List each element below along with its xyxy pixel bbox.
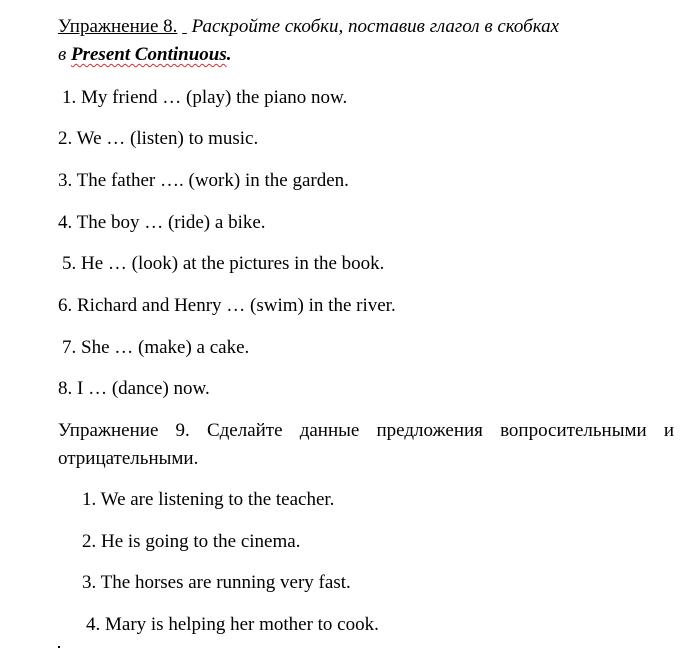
exercise-8-instruction-prefix: в [58,44,67,65]
exercise-8-item-4: 4. The boy … (ride) a bike. [58,212,266,233]
exercise-8-item-1: 1. My friend … (play) the piano now. [62,87,348,108]
tense-suffix: . [226,44,232,65]
exercise-8-item-5: 5. He … (look) at the pictures in the book. [62,253,385,274]
exercise-8-label: Упражнение 8. [58,16,178,37]
exercise-8-item-2: 2. We … (listen) to music. [58,128,259,149]
exercise-9-item-3: 3. The horses are running very fast. [82,572,351,593]
exercise-9-item-1: 1. We are listening to the teacher. [82,489,335,510]
exercise-9-instruction: Упражнение 9. Сделайте данные предложения вопросительными и [58,420,674,441]
stray-dot [58,646,60,648]
exercise-8-item-3: 3. The father …. (work) in the garden. [58,170,349,191]
exercise-8-heading [58,16,559,38]
exercise-9-instruction-line2: отрицательными. [58,448,199,469]
exercise-8-item-8: 8. I … (dance) now. [58,378,210,399]
exercise-8-instruction: Раскройте скобки, поставив глагол в скобках [191,16,560,37]
exercise-8-heading-line2 [58,44,232,66]
exercise-9-item-4: 4. Mary is helping her mother to cook. [86,614,379,635]
tense-name: Present Continuous [71,44,227,65]
exercise-8-item-7: 7. She … (make) a cake. [62,337,250,358]
exercise-8-item-6: 6. Richard and Henry … (swim) in the river. [58,295,396,316]
exercise-9-item-2: 2. He is going to the cinema. [82,531,301,552]
